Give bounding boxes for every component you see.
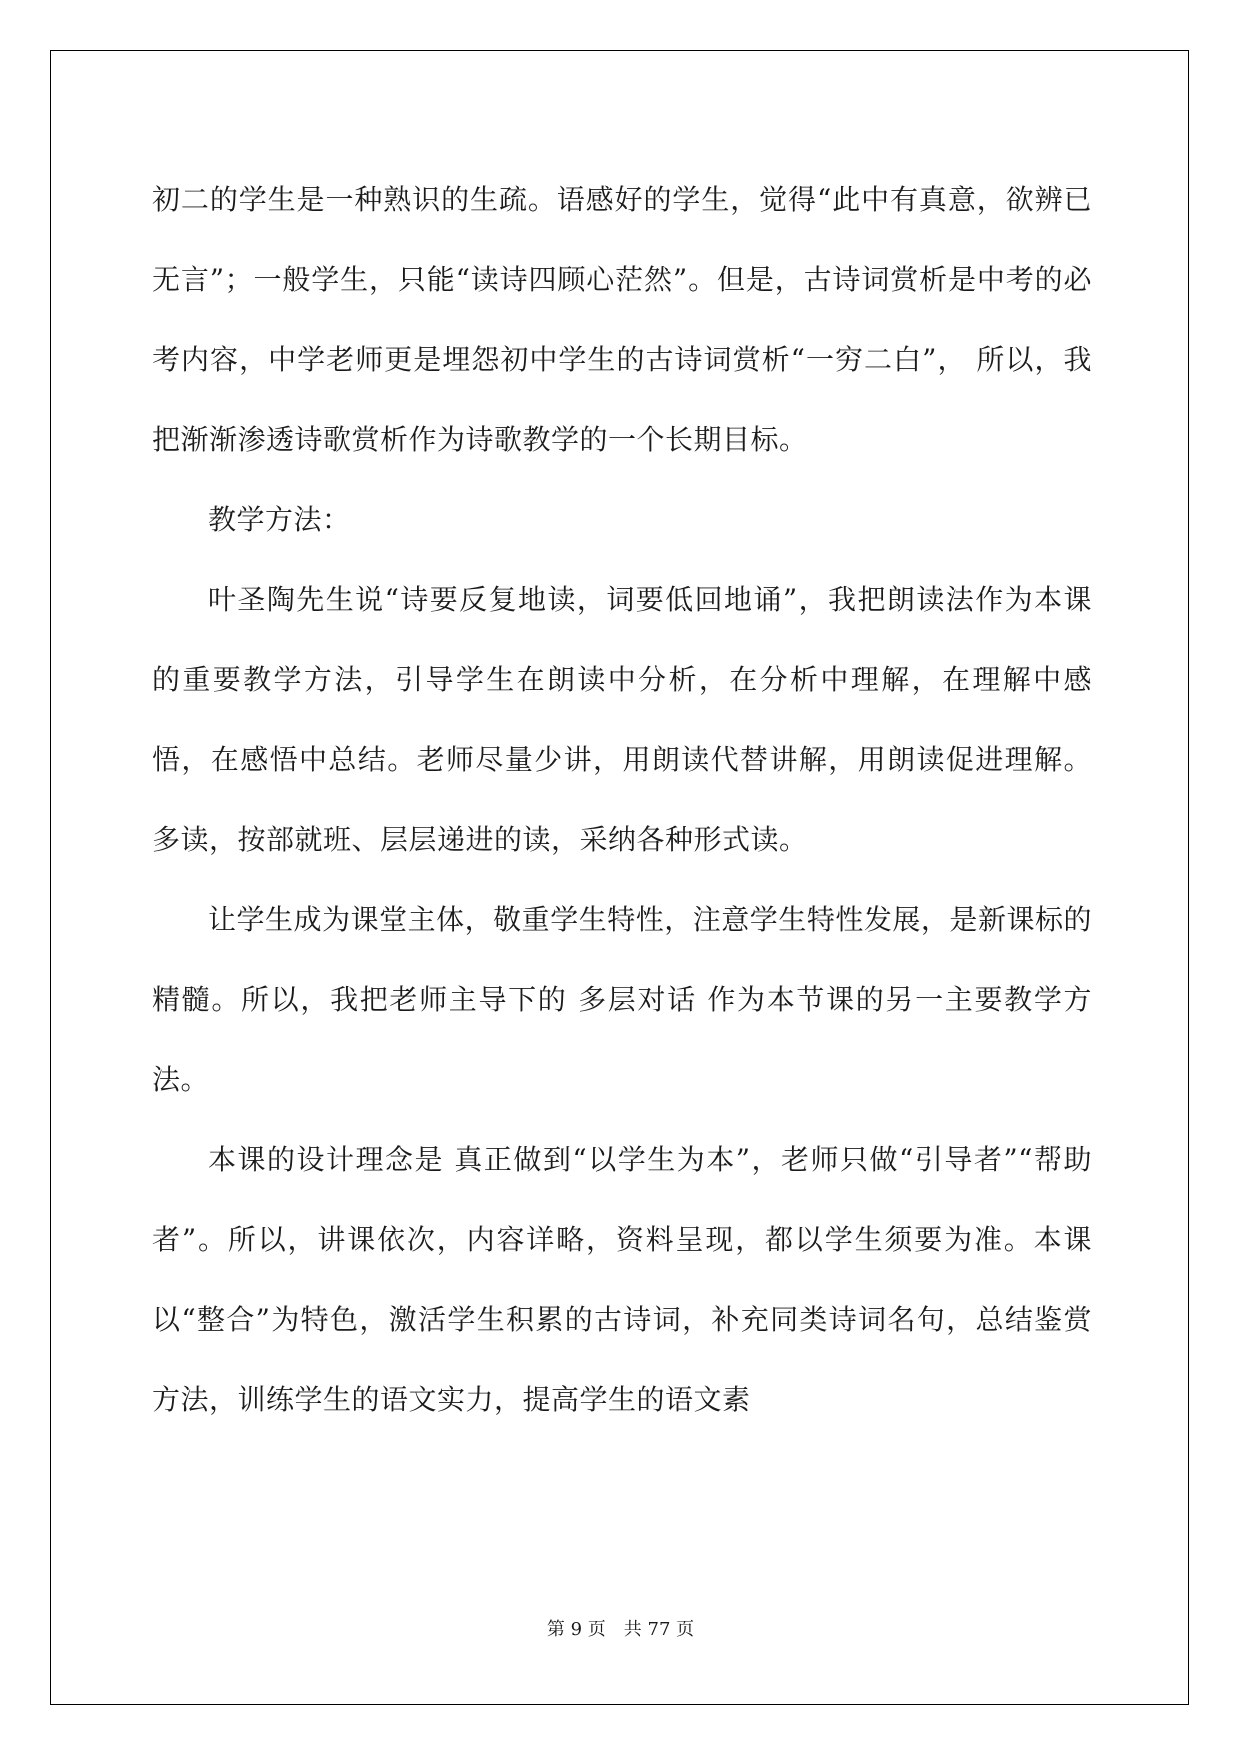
page-total: 共 77 页 — [623, 1619, 695, 1640]
document-body — [152, 160, 1092, 1440]
page-footer — [0, 1618, 1241, 1642]
paragraph-2-heading: 教学方法： — [208, 503, 351, 536]
paragraph-1: 初二的学生是一种熟识的生疏。语感好的学生，觉得“此中有真意，欲辨已无言”；一般学生，只能“读诗四顾心茫然”。但是，古诗词赏析是中考的必考内容，中学老师更是埋怨初中学生的古诗词赏析“一穷二白”， 所以，我把渐渐渗透诗歌赏析作为诗歌教学的一个长期目标。 — [152, 183, 1092, 456]
paragraph-5: 本课的设计理念是 真正做到“以学生为本”，老师只做“引导者”“帮助者”。所以，讲课依次，内容详略，资料呈现，都以学生须要为准。本课以“整合”为特色，激活学生积累的古诗词，补充同类诗词名句，总结鉴赏方法，训练学生的语文实力，提高学生的语文素 — [152, 1143, 1092, 1416]
paragraph-3: 叶圣陶先生说“诗要反复地读，词要低回地诵”，我把朗读法作为本课的重要教学方法，引导学生在朗读中分析，在分析中理解，在理解中感悟，在感悟中总结。老师尽量少讲，用朗读代替讲解，用朗读促进理解。多读，按部就班、层层递进的读，采纳各种形式读。 — [152, 583, 1092, 856]
paragraph-4: 让学生成为课堂主体，敬重学生特性，注意学生特性发展，是新课标的精髓。所以，我把老师主导下的 多层对话 作为本节课的另一主要教学方法。 — [152, 903, 1092, 1096]
page-number: 第 9 页 — [546, 1619, 606, 1640]
